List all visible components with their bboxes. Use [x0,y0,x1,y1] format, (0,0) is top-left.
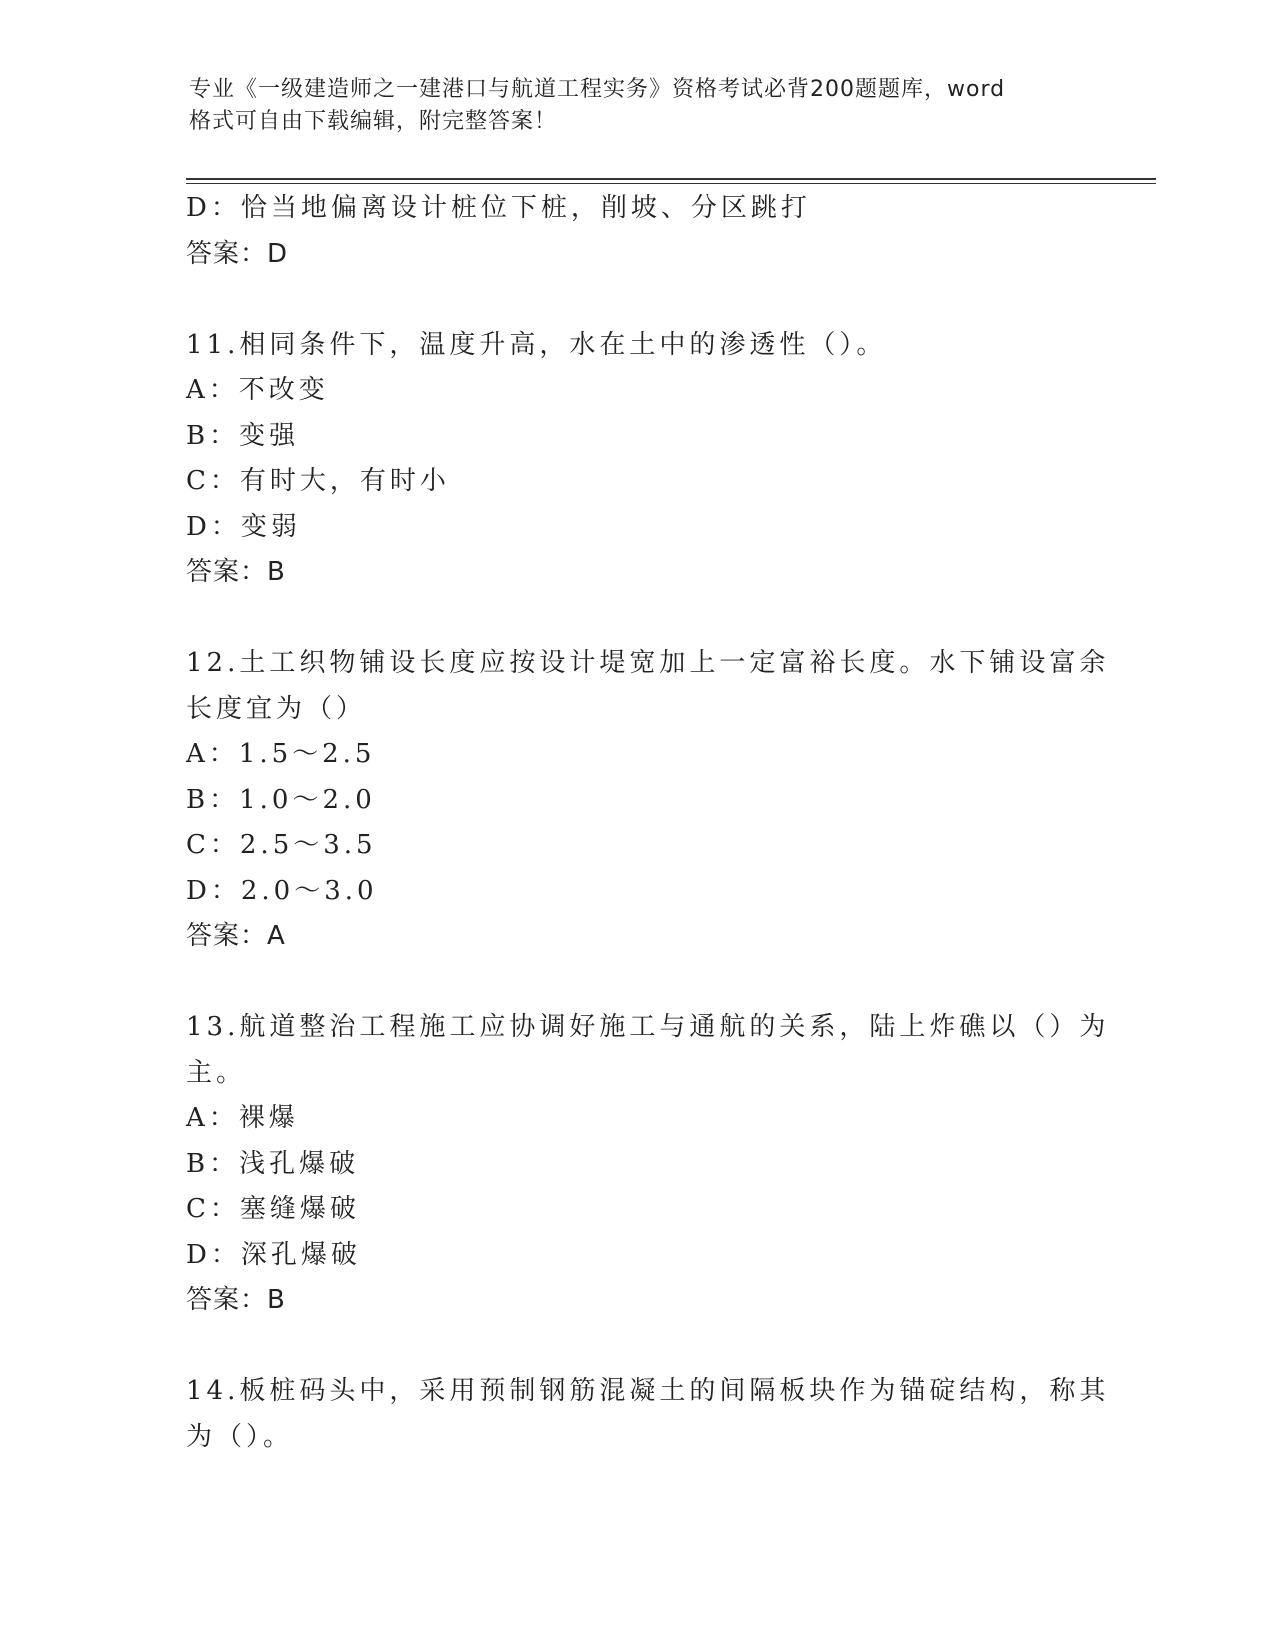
option-c: C：有时大，有时小 [186,466,450,496]
spacer [186,277,1086,323]
header-line-2: 格式可自由下载编辑，附完整答案！ [189,109,558,134]
spacer [186,960,1086,1006]
option-b: B：1.0～2.0 [186,784,376,815]
option-b: B：变强 [186,420,300,451]
answer: 答案：A [186,921,286,951]
question-10 [186,186,1086,277]
option-b: B：浅孔爆破 [186,1148,360,1179]
spacer [186,596,1086,642]
spacer [186,1324,1086,1370]
question-stem-line-2: 长度宜为（） [186,693,367,724]
answer: 答案：B [186,557,286,587]
question-list [186,186,1110,1460]
option-c: C：塞缝爆破 [186,1194,360,1224]
option-d: D：恰当地偏离设计桩位下桩，削坡、分区跳打 [186,193,811,223]
question-stem-line-2: 为（）。 [186,1421,294,1452]
question-12 [186,641,1110,960]
option-d: D：2.0～3.0 [186,875,378,906]
question-stem-line-1: 14.板桩码头中，采用预制钢筋混凝土的间隔板块作为锚碇结构，称其 [186,1376,1110,1406]
question-14 [186,1369,1110,1460]
header-divider [186,178,1156,184]
option-c: C：2.5～3.5 [186,830,377,860]
header-line-1: 专业《一级建造师之一建港口与航道工程实务》资格考试必背200题题库，word [189,77,1006,102]
question-stem-line-1: 13.航道整治工程施工应协调好施工与通航的关系，陆上炸礁以（）为 [186,1012,1110,1042]
option-a: A：1.5～2.5 [186,739,376,769]
question-stem-line-1: 12.土工织物铺设长度应按设计堤宽加上一定富裕长度。水下铺设富余 [186,648,1110,678]
option-d: D：深孔爆破 [186,1239,361,1270]
question-stem: 11.相同条件下，温度升高，水在土中的渗透性（）。 [186,329,887,360]
answer: 答案：D [186,238,289,269]
option-a: A：不改变 [186,375,329,405]
question-stem-line-2: 主。 [186,1057,247,1088]
option-d: D：变弱 [186,511,301,542]
question-11 [186,323,1086,596]
option-a: A：裸爆 [186,1103,299,1133]
question-13 [186,1005,1110,1324]
page-header [189,74,1069,138]
answer: 答案：B [186,1285,286,1315]
